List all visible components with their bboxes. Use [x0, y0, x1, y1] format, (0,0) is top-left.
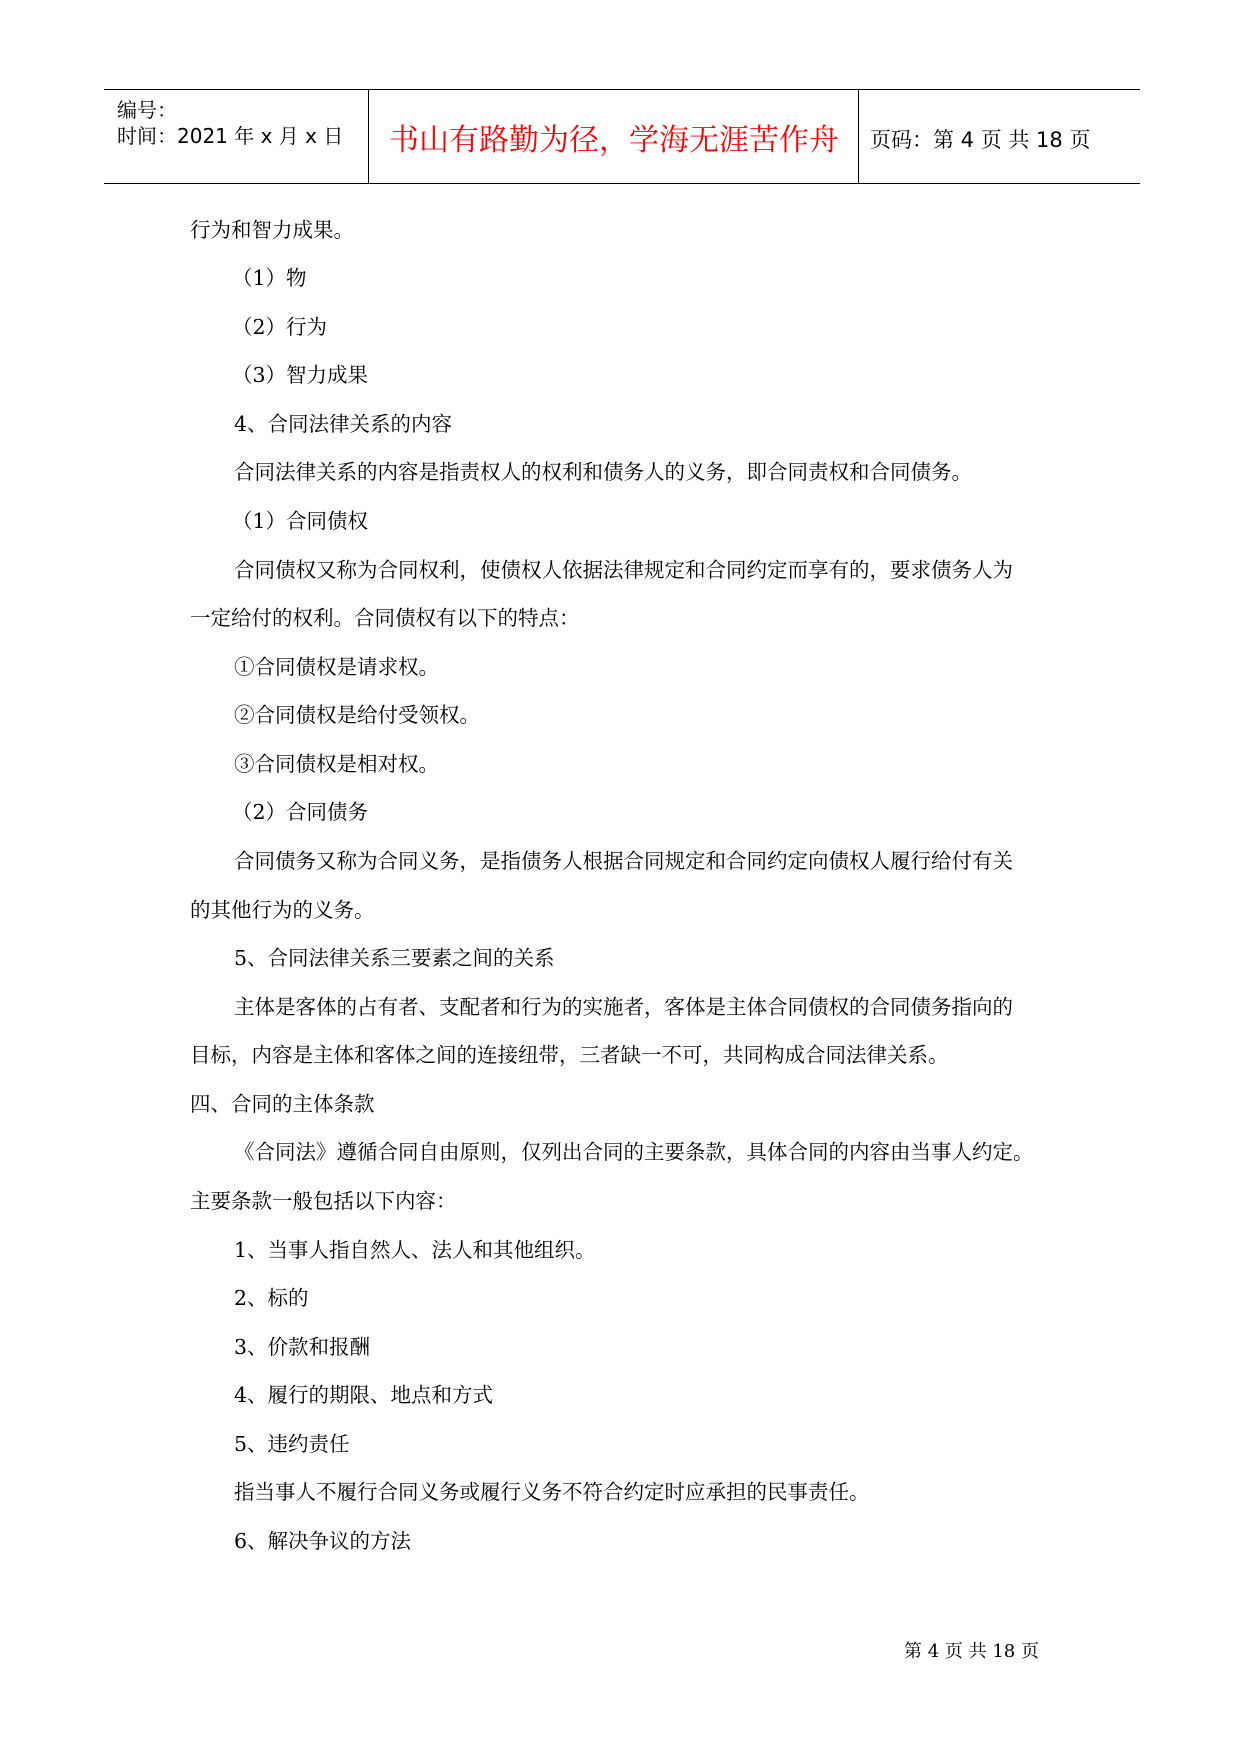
body-line: 4、履行的期限、地点和方式: [234, 1383, 494, 1407]
body-line: 主要条款一般包括以下内容：: [190, 1189, 457, 1213]
body-line: ③合同债权是相对权。: [234, 752, 439, 776]
body-line: 的其他行为的义务。: [190, 898, 375, 922]
body-line: 6、解决争议的方法: [234, 1529, 412, 1553]
document-header: [104, 89, 1140, 184]
document-time-label: 时间：2021 年 x 月 x 日: [117, 124, 344, 148]
body-line: ①合同债权是请求权。: [234, 655, 439, 679]
body-line: （2）行为: [232, 315, 328, 339]
body-line: 《合同法》遵循合同自由原则，仅列出合同的主要条款，具体合同的内容由当事人约定。: [234, 1140, 1034, 1164]
body-line: 合同法律关系的内容是指责权人的权利和债务人的义务，即合同责权和合同债务。: [234, 460, 972, 484]
document-number-label: 编号：: [117, 98, 177, 122]
body-line: 一定给付的权利。合同债权有以下的特点：: [190, 606, 580, 630]
header-divider-right: [858, 90, 859, 183]
header-motto: 书山有路勤为径，学海无涯苦作舟: [389, 122, 839, 158]
body-line: 1、当事人指自然人、法人和其他组织。: [234, 1238, 596, 1262]
body-line: 5、合同法律关系三要素之间的关系: [234, 946, 555, 970]
header-info: [117, 90, 367, 183]
body-line: 4、合同法律关系的内容: [234, 412, 453, 436]
body-line: （3）智力成果: [232, 363, 369, 387]
header-divider-left: [368, 90, 369, 183]
body-line: ②合同债权是给付受领权。: [234, 703, 480, 727]
body-line: 5、违约责任: [234, 1432, 350, 1456]
body-line: 四、合同的主体条款: [190, 1092, 375, 1116]
body-line: （1）物: [232, 266, 307, 290]
body-line: 2、标的: [234, 1286, 309, 1310]
body-line: 主体是客体的占有者、支配者和行为的实施者，客体是主体合同债权的合同债务指向的: [234, 995, 1013, 1019]
body-line: 3、价款和报酬: [234, 1335, 371, 1359]
body-line: （2）合同债务: [232, 800, 369, 824]
body-line: 指当事人不履行合同义务或履行义务不符合约定时应承担的民事责任。: [234, 1480, 870, 1504]
body-line: 目标，内容是主体和客体之间的连接纽带，三者缺一不可，共同构成合同法律关系。: [190, 1043, 949, 1067]
body-line: 合同债权又称为合同权利，使债权人依据法律规定和合同约定而享有的，要求债务人为: [234, 558, 1013, 582]
page-footer: 第 4 页 共 18 页: [904, 1641, 1039, 1662]
body-line: 行为和智力成果。: [190, 218, 354, 242]
body-line: 合同债务又称为合同义务，是指债务人根据合同规定和合同约定向债权人履行给付有关: [234, 849, 1013, 873]
header-page-number: 页码：第 4 页 共 18 页: [870, 128, 1091, 152]
body-line: （1）合同债权: [232, 509, 369, 533]
